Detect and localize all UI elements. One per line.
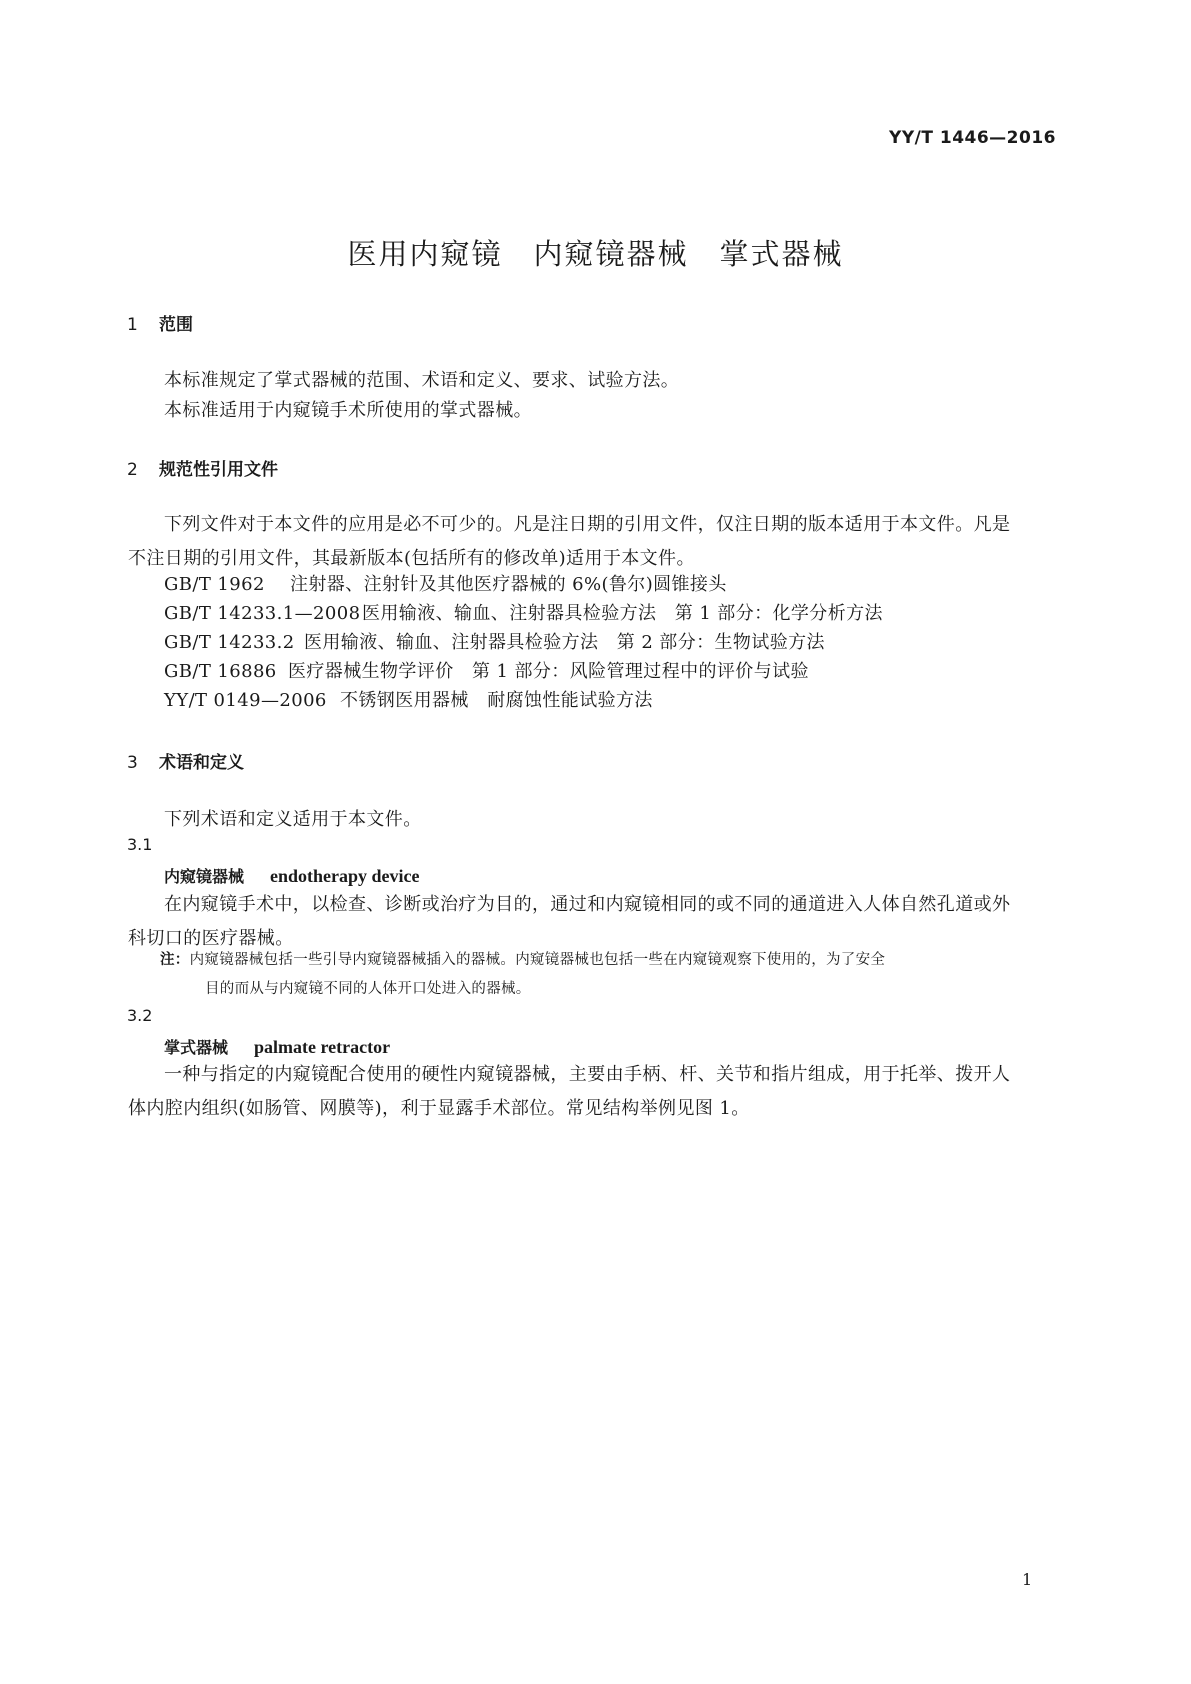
standard-code: YY/T 1446—2016: [889, 128, 1056, 148]
term-definition: 在内窥镜手术中，以检查、诊断或治疗为目的，通过和内窥镜相同的或不同的通道进入人体自然孔道或外科切口的医疗器械。: [128, 894, 1011, 949]
term-definition: 一种与指定的内窥镜配合使用的硬性内窥镜器械，主要由手柄、杆、关节和指片组成，用于托举、拨开人体内腔内组织(如肠管、网膜等)，利于显露手术部位。常见结构举例见图 1。: [128, 1064, 1011, 1119]
section-number: 2: [127, 460, 138, 480]
note-label: 注：: [160, 952, 190, 968]
paragraph: 本标准规定了掌式器械的范围、术语和定义、要求、试验方法。: [164, 370, 680, 391]
section-3-heading: [127, 748, 244, 773]
section-1-heading: [127, 310, 193, 335]
section-number: 1: [127, 315, 138, 335]
reference-code: GB/T 14233.2: [164, 632, 295, 653]
term-en: palmate retractor: [254, 1037, 391, 1057]
paragraph: 本标准适用于内窥镜手术所使用的掌式器械。: [164, 400, 532, 421]
reference-title: 不锈钢医用器械 耐腐蚀性能试验方法: [340, 690, 653, 711]
document-title: 医用内窥镜 内窥镜器械 掌式器械: [347, 237, 844, 271]
section-title: 术语和定义: [159, 753, 244, 773]
reference-title: 医疗器械生物学评价 第 1 部分：风险管理过程中的评价与试验: [288, 661, 809, 682]
reference-item: [164, 599, 883, 625]
reference-item: [164, 657, 809, 683]
note-text-continued: 目的而从与内窥镜不同的人体开口处进入的器械。: [205, 981, 531, 997]
paragraph: 下列文件对于本文件的应用是必不可少的。凡是注日期的引用文件，仅注日期的版本适用于本文件。凡是不注日期的引用文件，其最新版本(包括所有的修改单)适用于本文件。: [128, 514, 1011, 569]
term-heading: [164, 1035, 390, 1058]
reference-title: 医用输液、输血、注射器具检验方法 第 2 部分：生物试验方法: [304, 632, 825, 653]
section-title: 范围: [159, 315, 193, 335]
note: [160, 946, 1030, 1004]
reference-code: YY/T 0149—2006: [164, 690, 327, 711]
section-2-heading: [127, 455, 278, 480]
reference-code: GB/T 1962: [164, 574, 265, 595]
term-heading: [164, 864, 420, 887]
reference-title: 医用输液、输血、注射器具检验方法 第 1 部分：化学分析方法: [362, 603, 883, 624]
reference-code: GB/T 16886: [164, 661, 277, 682]
term-number: 3.2: [127, 1006, 153, 1025]
reference-item: [164, 686, 653, 712]
reference-title: 注射器、注射针及其他医疗器械的 6%(鲁尔)圆锥接头: [290, 574, 727, 595]
paragraph: 下列术语和定义适用于本文件。: [164, 809, 422, 830]
term-zh: 内窥镜器械: [164, 867, 245, 886]
section-number: 3: [127, 753, 138, 773]
note-text: 内窥镜器械包括一些引导内窥镜器械插入的器械。内窥镜器械也包括一些在内窥镜观察下使用的，为了安全: [189, 952, 886, 968]
page-number: 1: [1022, 1570, 1033, 1589]
term-number: 3.1: [127, 835, 153, 854]
reference-item: [164, 570, 727, 596]
term-en: endotherapy device: [270, 866, 420, 886]
reference-code: GB/T 14233.1—2008: [164, 603, 361, 624]
reference-item: [164, 628, 825, 654]
section-title: 规范性引用文件: [159, 460, 278, 480]
term-zh: 掌式器械: [164, 1038, 229, 1057]
